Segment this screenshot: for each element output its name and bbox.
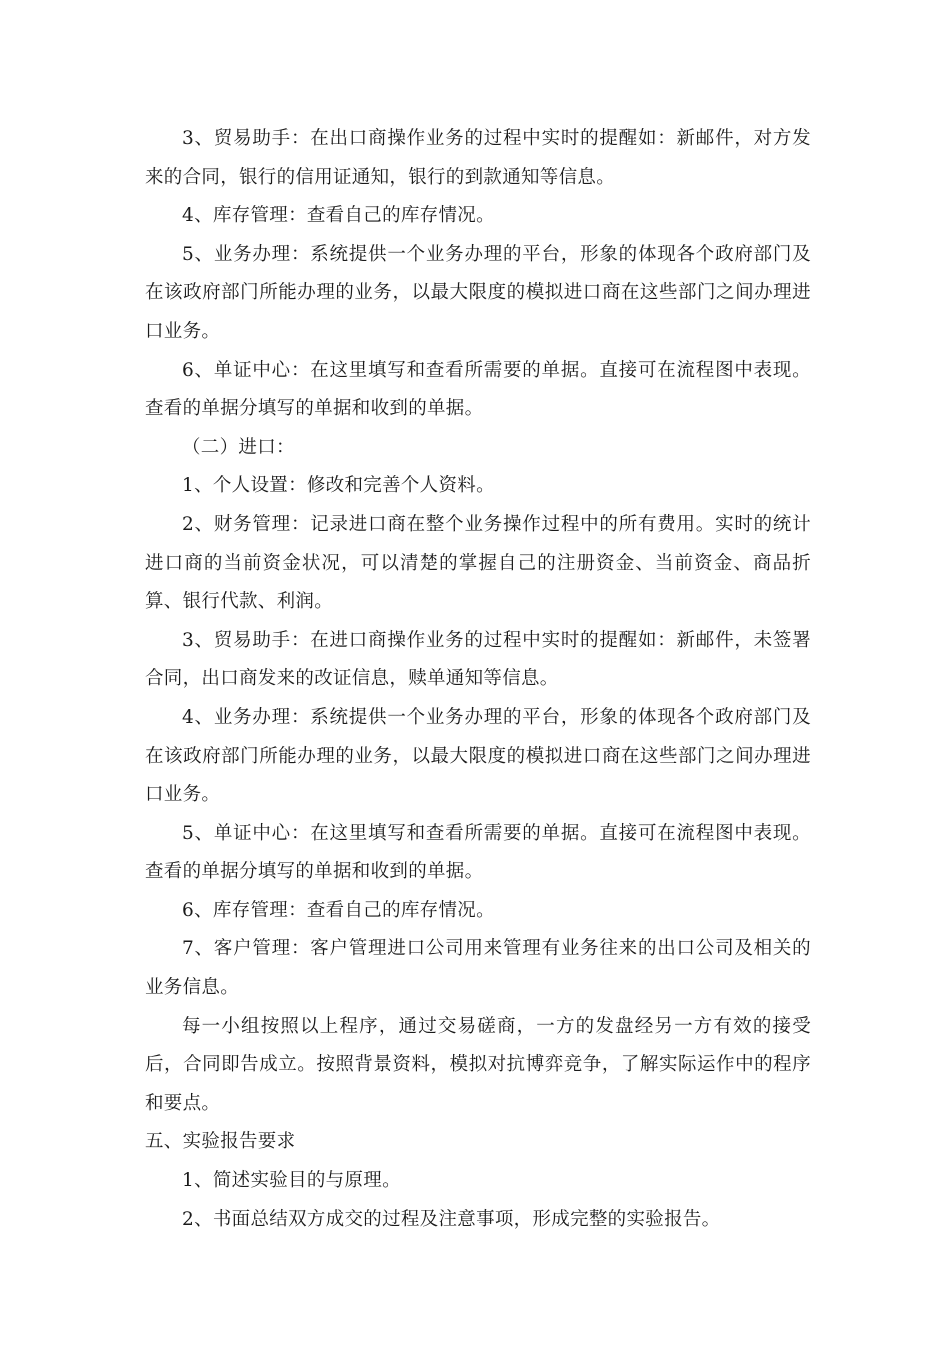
paragraph-import-trade-assistant: 3、贸易助手：在进口商操作业务的过程中实时的提醒如：新邮件，未签署合同，出口商发来的改证信息，赎单通知等信息。: [145, 629, 811, 690]
paragraph-export-business-handling: 5、业务办理：系统提供一个业务办理的平台，形象的体现各个政府部门及在该政府部门所能办理的业务，以最大限度的模拟进口商在这些部门之间办理进口业务。: [145, 243, 811, 342]
paragraph-import-personal-settings: 1、个人设置：修改和完善个人资料。: [182, 475, 495, 497]
paragraph-import-customer-management: 7、客户管理：客户管理进口公司用来管理有业务往来的出口公司及相关的业务信息。: [145, 938, 811, 999]
paragraph-export-inventory: 4、库存管理：查看自己的库存情况。: [182, 205, 495, 227]
paragraph-import-business-handling: 4、业务办理：系统提供一个业务办理的平台，形象的体现各个政府部门及在该政府部门所能办理的业务，以最大限度的模拟进口商在这些部门之间办理进口业务。: [145, 706, 811, 806]
paragraph-report-item-2: 2、书面总结双方成交的过程及注意事项，形成完整的实验报告。: [182, 1208, 721, 1230]
paragraph-import-finance: 2、财务管理：记录进口商在整个业务操作过程中的所有费用。实时的统计进口商的当前资金状况，可以清楚的掌握自己的注册资金、当前资金、商品折算、银行代款、利润。: [145, 513, 811, 613]
paragraph-import-inventory: 6、库存管理：查看自己的库存情况。: [182, 899, 495, 921]
section-heading-import: （二）进口：: [182, 436, 295, 458]
paragraph-export-document-center: 6、单证中心：在这里填写和查看所需要的单据。直接可在流程图中表现。查看的单据分填写的单据和收到的单据。: [145, 359, 811, 420]
paragraph-group-negotiation: 每一小组按照以上程序，通过交易磋商，一方的发盘经另一方有效的接受后，合同即告成立。按照背景资料，模拟对抗博弈竞争，了解实际运作中的程序和要点。: [145, 1015, 811, 1114]
paragraph-import-document-center: 5、单证中心：在这里填写和查看所需要的单据。直接可在流程图中表现。查看的单据分填写的单据和收到的单据。: [145, 822, 811, 883]
section-heading-report-requirements: 五、实验报告要求: [145, 1131, 296, 1153]
paragraph-report-item-1: 1、简述实验目的与原理。: [182, 1170, 401, 1192]
document-body: [145, 120, 811, 1239]
paragraph-export-trade-assistant: 3、贸易助手：在出口商操作业务的过程中实时的提醒如：新邮件，对方发来的合同，银行的信用证通知，银行的到款通知等信息。: [145, 128, 811, 188]
